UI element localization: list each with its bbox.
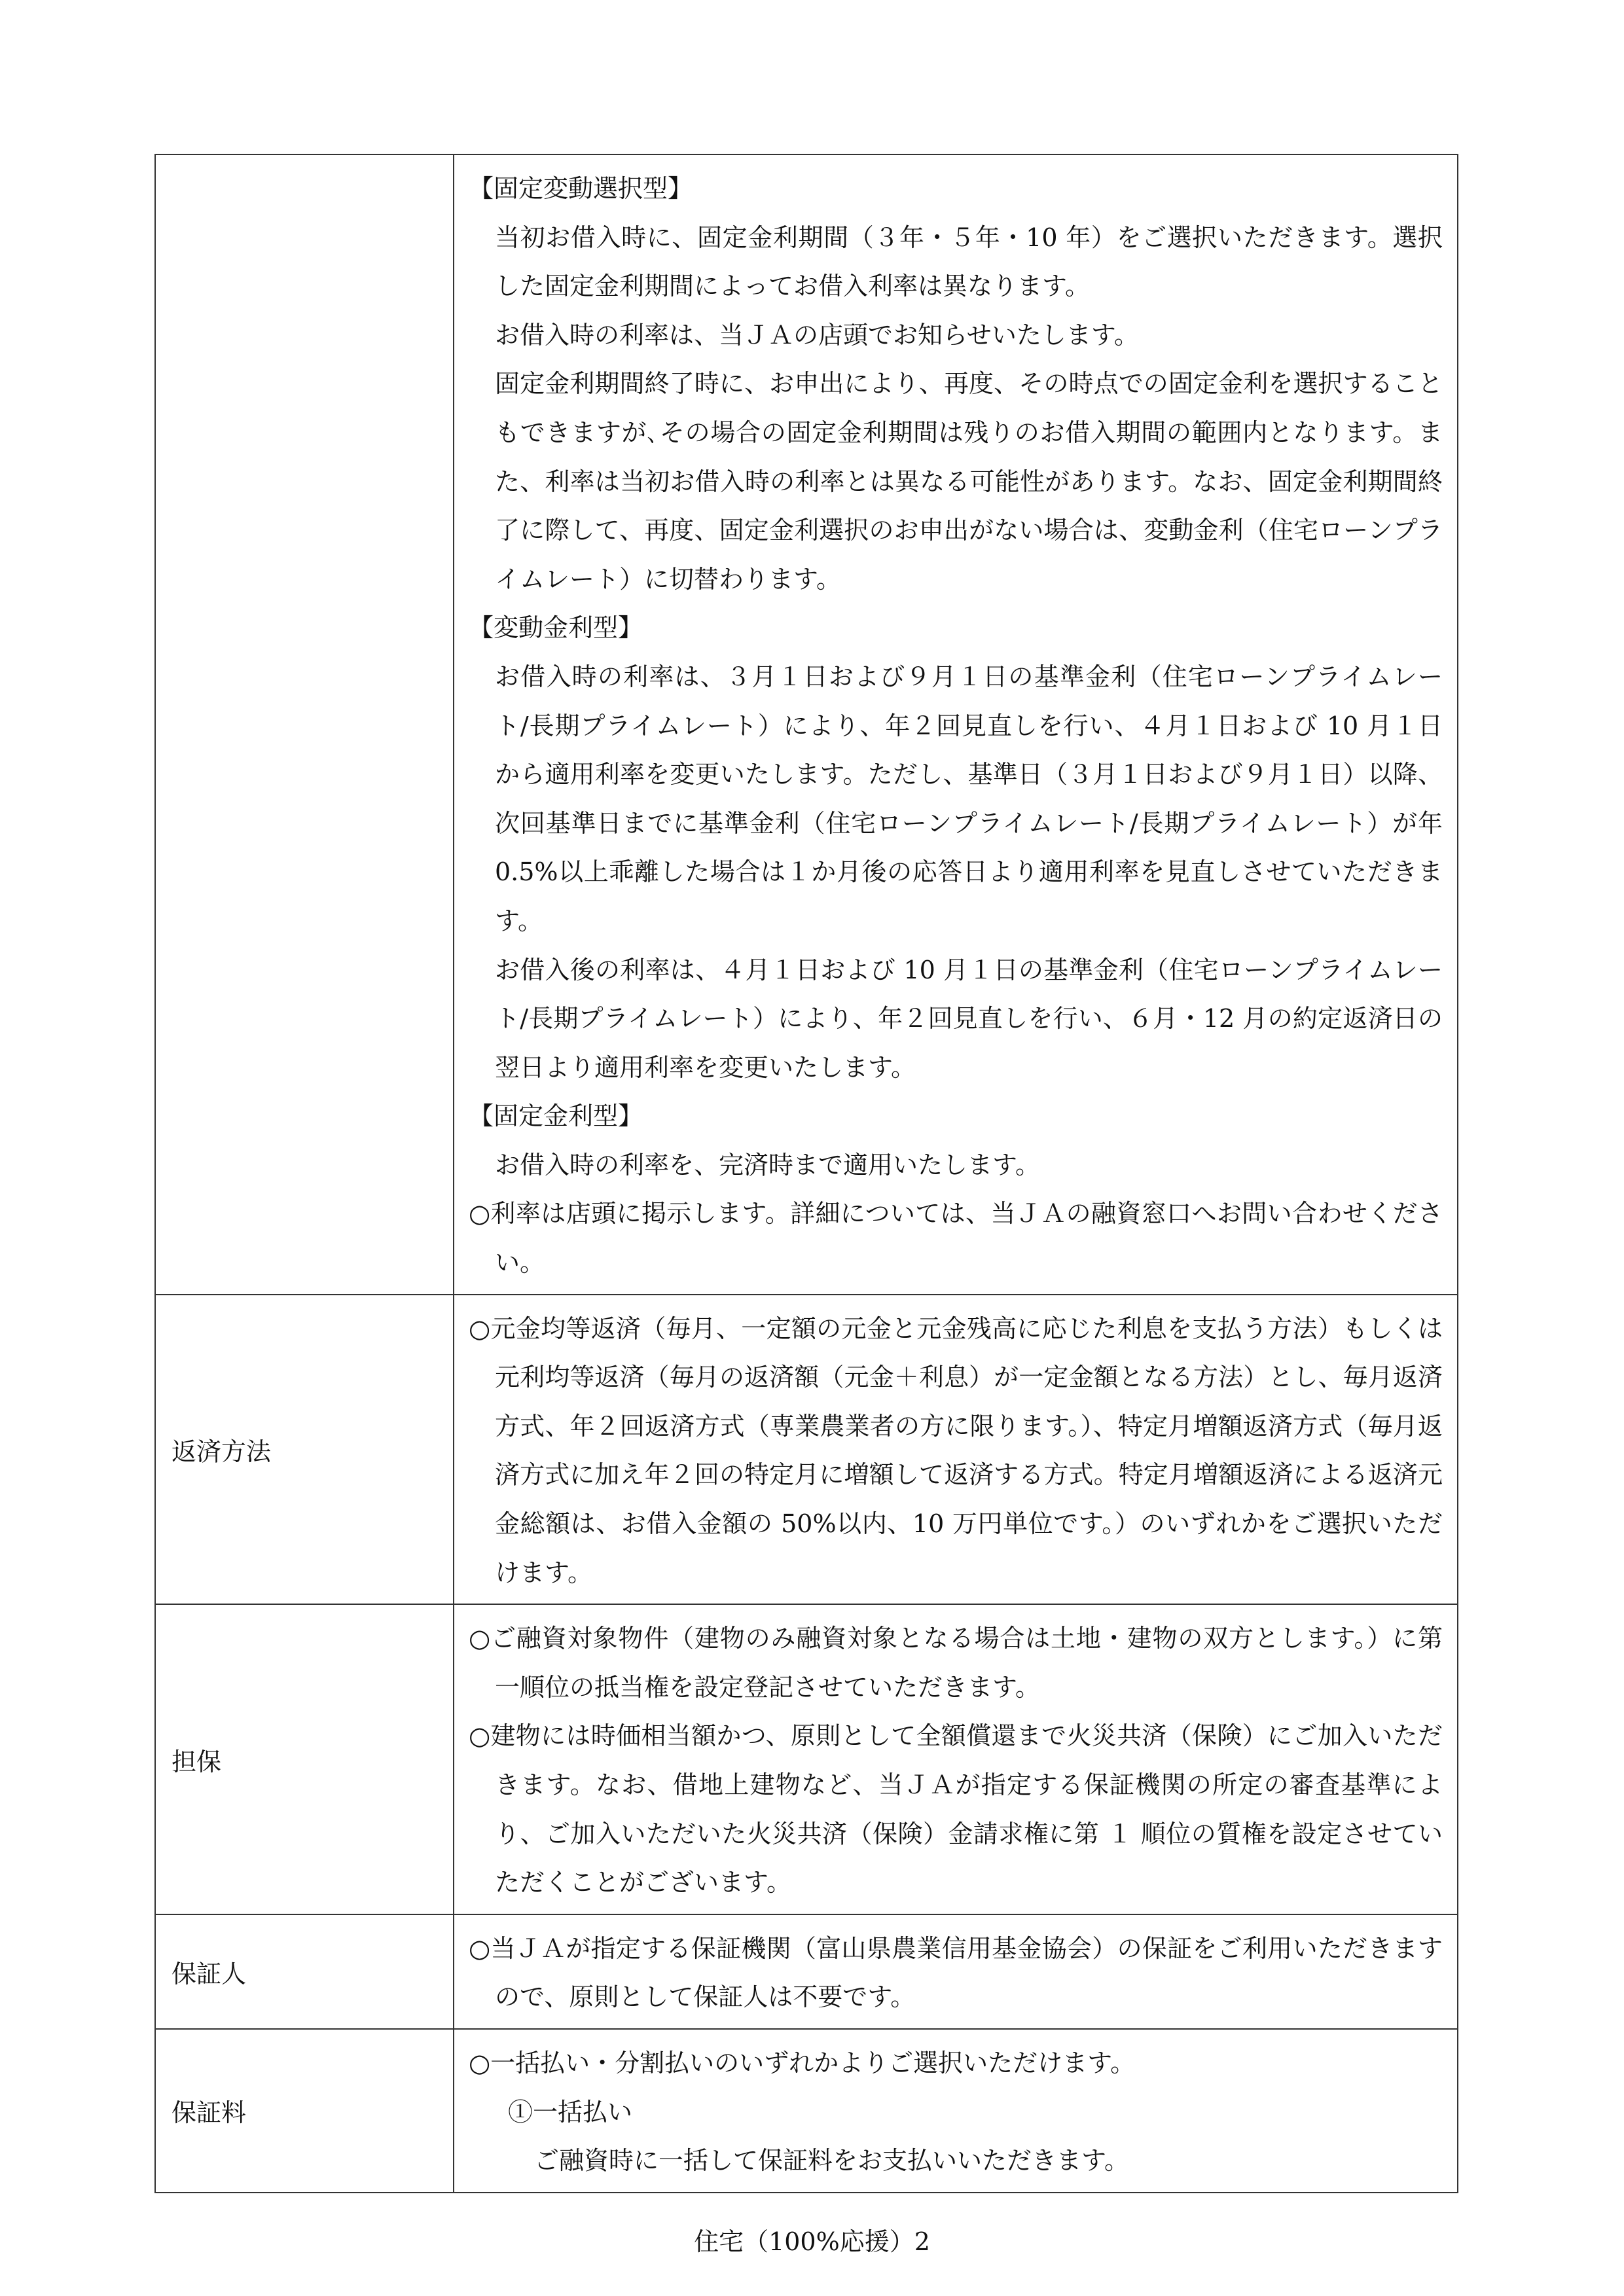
table-row-guarantee-fee	[155, 2029, 1458, 2193]
paragraph: お借入時の利率を、完済時まで適用いたします。	[495, 1150, 1040, 1179]
row-label-repayment: 返済方法	[155, 1295, 454, 1605]
paragraph: お借入時の利率は、３月１日および９月１日の基準金利（住宅ローンプライムレート/長期プライムレート）により、年２回見直しを行い、４月１日および 10 月１日から適用利率を変更いたします。ただし、基準日（３月１日および９月１日）以降、次回基準日までに基準金利（住宅ローンプライムレート/長期プライムレート）が年 0.5%以上乖離した場合は１か月後の応答日より適用利率を見直しさせていただきます。	[495, 662, 1443, 935]
table-row-repayment	[155, 1295, 1458, 1605]
guarantee-fee-content-cell	[454, 2029, 1458, 2193]
collateral-content-cell	[454, 1604, 1458, 1914]
guarantor-content-cell	[454, 1914, 1458, 2029]
row-label-collateral: 担保	[155, 1604, 454, 1914]
row-label-empty	[155, 154, 454, 1295]
paragraph: お借入後の利率は、４月１日および 10 月１日の基準金利（住宅ローンプライムレート/長期プライムレート）により、年２回見直しを行い、６月・12 月の約定返済日の翌日より適用利率を変更いたします。	[495, 955, 1443, 1082]
interest-content-cell	[454, 154, 1458, 1295]
section-heading-fixed: 【固定金利型】	[469, 1102, 643, 1131]
bullet-paragraph: ○当ＪＡが指定する保証機関（富山県農業信用基金協会）の保証をご利用いただきますので、原則として保証人は不要です。	[469, 1933, 1443, 2012]
sub-item-description: ご融資時に一括して保証料をお支払いいただきます。	[534, 2146, 1129, 2176]
paragraph: 当初お借入時に、固定金利期間（３年・５年・10 年）をご選択いただきます。選択した固定金利期間によってお借入利率は異なります。	[495, 223, 1443, 301]
row-label-guarantor: 保証人	[155, 1914, 454, 2029]
repayment-content-cell	[454, 1295, 1458, 1605]
paragraph: 固定金利期間終了時に、お申出により、再度、その時点での固定金利を選択することもできますが､その場合の固定金利期間は残りのお借入期間の範囲内となります。また、利率は当初お借入時の利率とは異なる可能性があります。なお、固定金利期間終了に際して、再度、固定金利選択のお申出がない場合は、変動金利（住宅ローンプライムレート）に切替わります。	[495, 369, 1443, 594]
sub-item-lump-sum: ①一括払い	[508, 2097, 633, 2126]
bullet-paragraph: ○建物には時価相当額かつ、原則として全額償還まで火災共済（保険）にご加入いただきます。なお、借地上建物など、当ＪＡが指定する保証機関の所定の審査基準により、ご加入いただいた火災共済（保険）金請求権に第 １ 順位の質権を設定させていただくことがございます。	[469, 1721, 1443, 1897]
table-row-collateral	[155, 1604, 1458, 1914]
loan-terms-table	[154, 154, 1458, 2193]
bullet-paragraph: ○一括払い・分割払いのいずれかよりご選択いただけます。	[469, 2048, 1136, 2077]
section-heading-variable: 【変動金利型】	[469, 613, 643, 643]
paragraph: お借入時の利率は、当ＪＡの店頭でお知らせいたします。	[495, 320, 1139, 350]
row-label-guarantee-fee: 保証料	[155, 2029, 454, 2193]
table-row-interest	[155, 154, 1458, 1295]
page-footer: 住宅（100%応援）2	[694, 2227, 930, 2256]
bullet-paragraph: ○利率は店頭に掲示します。詳細については、当ＪＡの融資窓口へお問い合わせください。	[469, 1199, 1443, 1278]
bullet-paragraph: ○ご融資対象物件（建物のみ融資対象となる場合は土地・建物の双方とします。）に第一順位の抵当権を設定登記させていただきます。	[469, 1624, 1443, 1702]
bullet-paragraph: ○元金均等返済（毎月、一定額の元金と元金残高に応じた利息を支払う方法）もしくは元利均等返済（毎月の返済額（元金＋利息）が一定金額となる方法）とし、毎月返済方式、年２回返済方式（専業農業者の方に限ります。）、特定月増額返済方式（毎月返済方式に加え年２回の特定月に増額して返済する方式。特定月増額返済による返済元金総額は、お借入金額の 50%以内、10 万円単位です。）のいずれかをご選択いただけます。	[469, 1314, 1443, 1587]
section-heading-fixed-variable: 【固定変動選択型】	[469, 174, 693, 203]
table-row-guarantor	[155, 1914, 1458, 2029]
